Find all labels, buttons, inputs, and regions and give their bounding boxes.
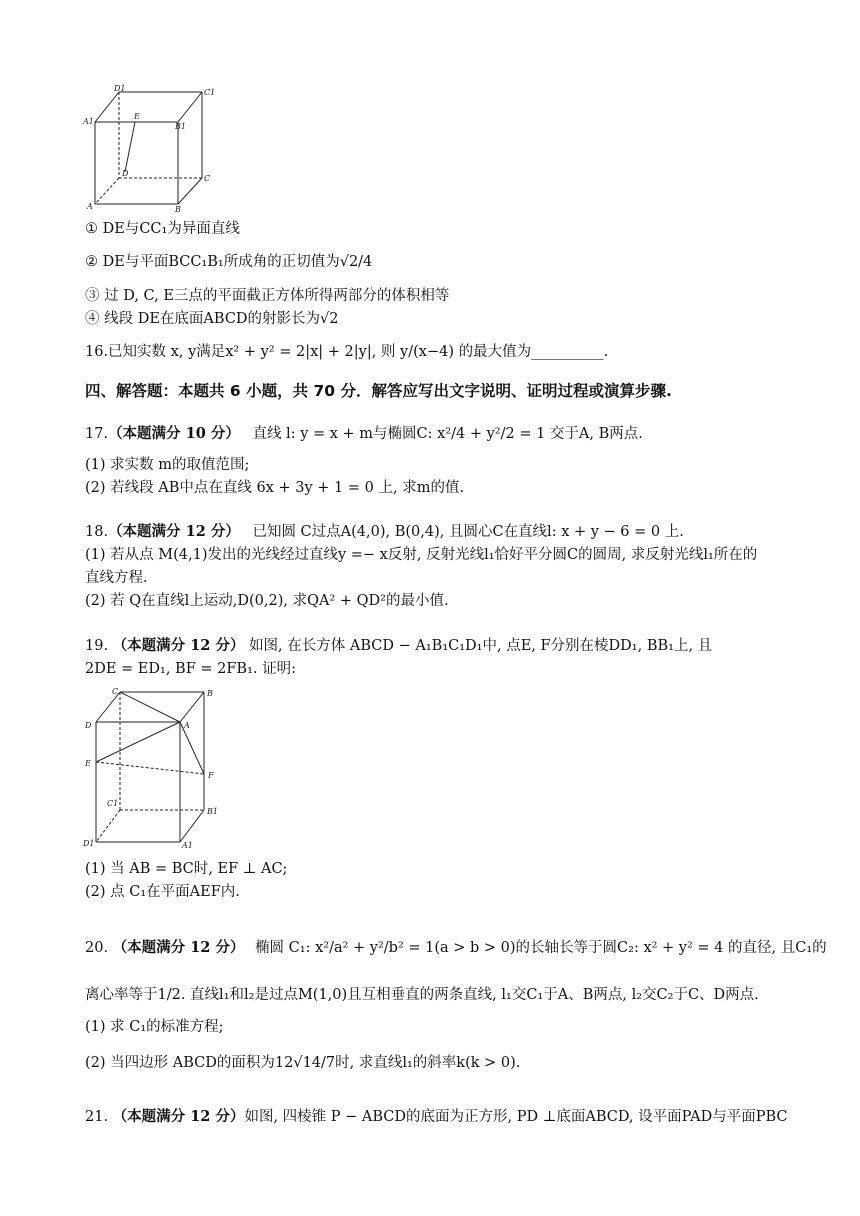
q20-part-1: (1) 求 C₁的标准方程; xyxy=(85,1019,224,1035)
cuboid-label-b: B xyxy=(207,689,213,698)
q17-number: 17. xyxy=(85,426,109,442)
cube-label-d1: D1 xyxy=(114,84,126,93)
cube-figure xyxy=(80,84,215,214)
cuboid-label-a1: A1 xyxy=(182,841,193,850)
cuboid-figure xyxy=(80,686,230,850)
question-21 xyxy=(85,1107,787,1127)
option-3: ③ 过 D, C, E三点的平面截正方体所得两部分的体积相等 xyxy=(85,288,450,304)
option-1: ① DE与CC₁为异面直线 xyxy=(85,221,240,237)
q20-part-2: (2) 当四边形 ABCD的面积为12√14/7时, 求直线l₁的斜率k(k > 0). xyxy=(85,1055,521,1071)
q19-text: 如图, 在长方体 ABCD − A₁B₁C₁D₁中, 点E, F分别在棱DD₁, BB₁上, 且 xyxy=(249,638,713,654)
option-4: ④ 线段 DE在底面ABCD的射影长为√2 xyxy=(85,311,339,327)
q19-score: （本题满分 12 分） xyxy=(112,637,245,654)
question-19 xyxy=(85,636,712,656)
q17-part-2: (2) 若线段 AB中点在直线 6x + 3y + 1 = 0 上, 求m的值. xyxy=(85,480,465,496)
cuboid-label-f: F xyxy=(208,771,214,780)
q21-number: 21. xyxy=(85,1109,113,1125)
cuboid-label-e: E xyxy=(85,759,91,768)
cube-label-b: B xyxy=(175,205,181,214)
cube-label-d: D xyxy=(122,169,129,178)
q18-part-1-cont: 直线方程. xyxy=(85,570,148,586)
q19-number: 19. xyxy=(85,638,113,654)
cuboid-label-a: A xyxy=(184,721,190,730)
q21-score: （本题满分 12 分） xyxy=(112,1108,245,1125)
q18-part-2: (2) 若 Q在直线l上运动,D(0,2), 求QA² + QD²的最小值. xyxy=(85,593,449,609)
q20-text: 椭圆 C₁: x²/a² + y²/b² = 1(a > b > 0)的长轴长等于圆C₂: x² + y² = 4 的直径, 且C₁的 xyxy=(255,940,827,956)
cube-label-a1: A1 xyxy=(83,117,94,126)
cube-label-b1: B1 xyxy=(175,122,186,131)
section-title: 四、解答题：本题共 6 小题，共 70 分．解答应写出文字说明、证明过程或演算步骤. xyxy=(85,382,672,400)
question-17 xyxy=(85,424,643,444)
cube-label-c1: C1 xyxy=(204,88,215,97)
q19-part-2: (2) 点 C₁在平面AEF内. xyxy=(85,884,240,900)
cuboid-label-c1: C1 xyxy=(107,799,119,808)
q21-text: 如图, 四棱锥 P − ABCD的底面为正方形, PD ⊥底面ABCD, 设平面PAD与平面PBC xyxy=(244,1109,788,1125)
q19-text-cont: 2DE = ED₁, BF = 2FB₁. 证明: xyxy=(85,661,296,677)
cuboid-label-d1: D1 xyxy=(83,839,95,848)
q18-number: 18. xyxy=(85,524,109,540)
q19-part-1: (1) 当 AB = BC时, EF ⊥ AC; xyxy=(85,861,288,877)
cube-label-c: C xyxy=(204,174,211,183)
q20-text-cont: 离心率等于1/2. 直线l₁和l₂是过点M(1,0)且互相垂直的两条直线, l₁交C₁于A、B两点, l₂交C₂于C、D两点. xyxy=(85,987,759,1003)
cuboid-label-c: C xyxy=(112,687,119,696)
q20-score: （本题满分 12 分） xyxy=(112,939,245,956)
q17-score: （本题满分 10 分） xyxy=(108,425,240,442)
cube-label-a: A xyxy=(87,202,93,211)
q18-score: （本题满分 12 分） xyxy=(108,523,240,540)
cuboid-label-d: D xyxy=(85,721,92,730)
cuboid-label-b1: B1 xyxy=(207,807,218,816)
cube-label-e: E xyxy=(134,112,140,121)
question-20 xyxy=(85,938,827,958)
q18-text: 已知圆 C过点A(4,0), B(0,4), 且圆心C在直线l: x + y − 6 = 0 上. xyxy=(252,524,684,540)
q17-text: 直线 l: y = x + m与椭圆C: x²/4 + y²/2 = 1 交于A, B两点. xyxy=(252,426,643,442)
q17-part-1: (1) 求实数 m的取值范围; xyxy=(85,457,250,473)
q18-part-1: (1) 若从点 M(4,1)发出的光线经过直线y =− x反射, 反射光线l₁恰好平分圆C的圆周, 求反射光线l₁所在的 xyxy=(85,547,758,563)
question-18 xyxy=(85,522,684,542)
q20-number: 20. xyxy=(85,940,113,956)
option-2: ② DE与平面BCC₁B₁所成角的正切值为√2/4 xyxy=(85,254,373,270)
question-16: 16.已知实数 x, y满足x² + y² = 2|x| + 2|y|, 则 y/(x−4) 的最大值为__________. xyxy=(85,344,609,360)
